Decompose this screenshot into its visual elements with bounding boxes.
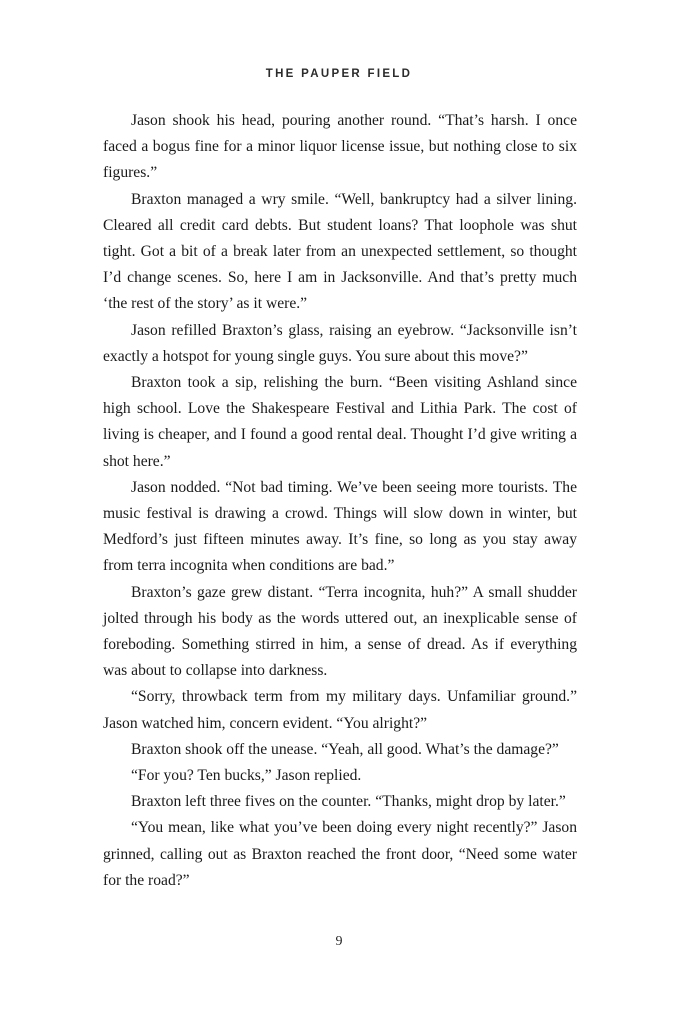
- paragraph: Jason refilled Braxton’s glass, raising an eyebrow. “Jacksonville isn’t exactly a hotspot for young single guys. You sure about this move?”: [103, 321, 577, 365]
- paragraph: Braxton left three fives on the counter. “Thanks, might drop by later.”: [131, 793, 566, 811]
- paragraph: Braxton managed a wry smile. “Well, bankruptcy had a silver lining. Cleared all credit card debts. But student loans? That loophole was shut tight. Got a bit of a break later from an unexpected settlement, so thought I’d change scenes. So, here I am in Jacksonville. And that’s pretty much ‘the rest of the story’ as it were.”: [103, 190, 577, 313]
- page-number: 9: [335, 934, 343, 949]
- paragraph: Braxton took a sip, relishing the burn. “Been visiting Ashland since high school. Love the Shakespeare Festival and Lithia Park. The cost of living is cheaper, and I found a good rental deal. Thought I’d give writing a shot here.”: [103, 374, 577, 470]
- paragraph: Jason nodded. “Not bad timing. We’ve been seeing more tourists. The music festival is drawing a crowd. Things will slow down in winter, but Medford’s just fifteen minutes away. It’s fine, so long as you stay away from terra incognita when conditions are bad.”: [103, 478, 577, 575]
- paragraph: “You mean, like what you’ve been doing every night recently?” Jason grinned, calling out as Braxton reached the front door, “Need some water for the road?”: [103, 819, 577, 889]
- paragraph: Braxton shook off the unease. “Yeah, all good. What’s the damage?”: [131, 740, 559, 758]
- running-head: THE PAUPER FIELD: [265, 68, 413, 80]
- paragraph: Jason shook his head, pouring another round. “That’s harsh. I once faced a bogus fine for a minor liquor license issue, but nothing close to six figures.”: [103, 112, 577, 182]
- paragraph: “Sorry, throwback term from my military days. Unfamiliar ground.” Jason watched him, concern evident. “You alright?”: [103, 688, 577, 732]
- page-body: [103, 108, 577, 894]
- paragraph: Braxton’s gaze grew distant. “Terra incognita, huh?” A small shudder jolted through his body as the words uttered out, an inexplicable sense of foreboding. Something stirred in him, a sense of dread. As if everything was about to collapse into darkness.: [103, 583, 577, 680]
- paragraph: “For you? Ten bucks,” Jason replied.: [131, 767, 362, 785]
